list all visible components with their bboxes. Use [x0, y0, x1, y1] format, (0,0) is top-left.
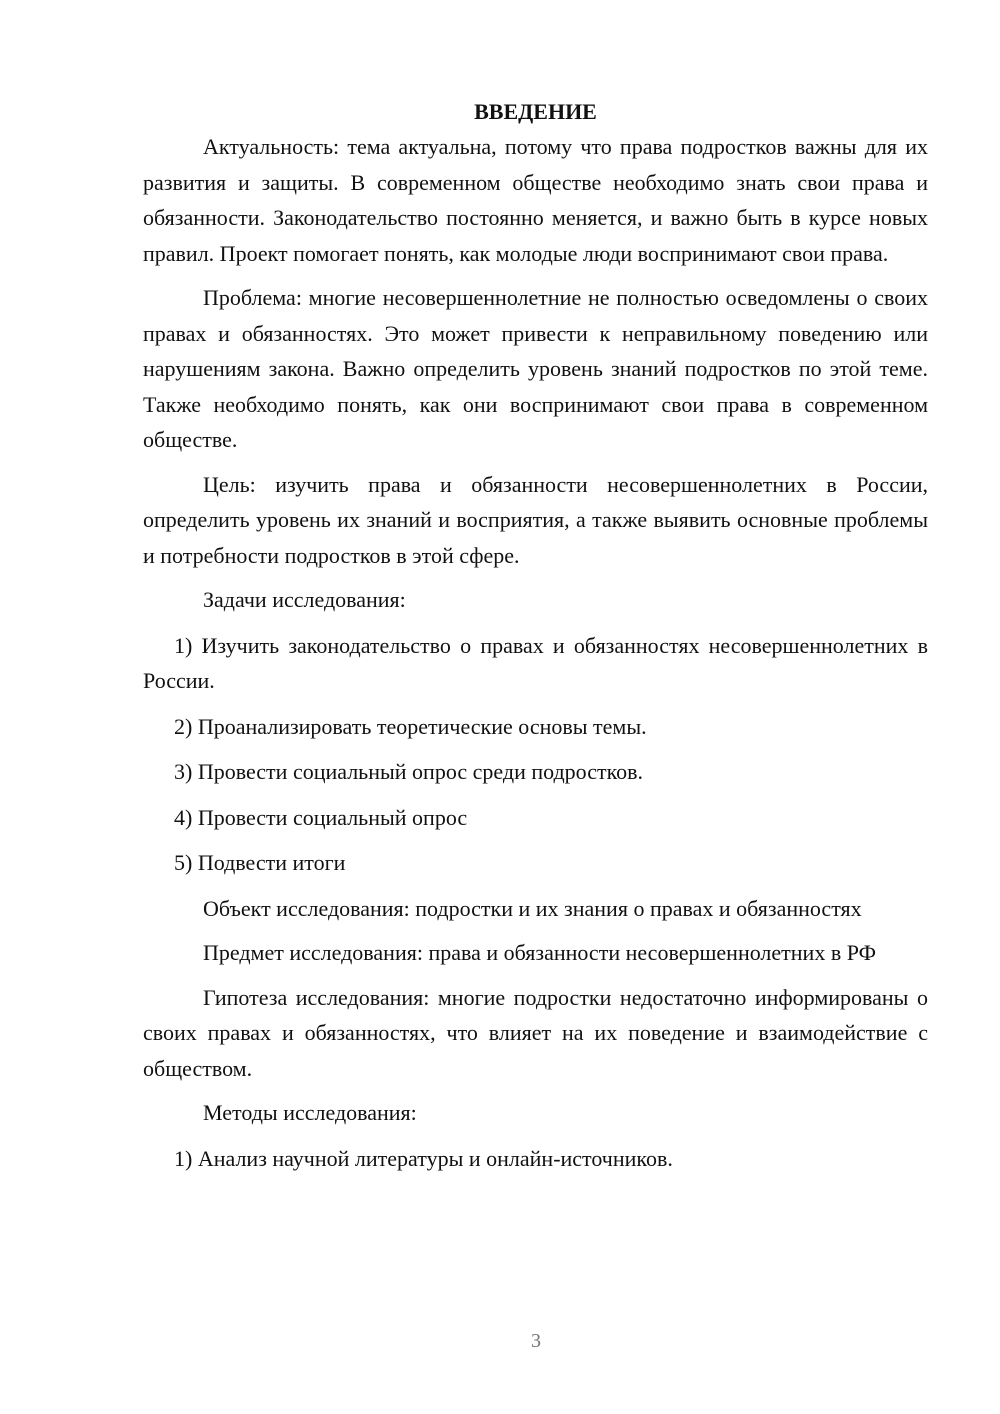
paragraph-goal: Цель: изучить права и обязанности несовершеннолетних в России, определить уровень их знаний и восприятия, а также выявить основные проблемы и потребности подростков в этой сфере.: [143, 471, 928, 568]
paragraph-hypothesis: Гипотеза исследования: многие подростки недостаточно информированы о своих правах и обязанностях, что влияет на их поведение и взаимодействие с обществом.: [143, 984, 928, 1081]
task-item: 1) Изучить законодательство о правах и обязанностях несовершеннолетних в России.: [143, 632, 928, 693]
page-number: 3: [531, 1330, 541, 1352]
tasks-heading: Задачи исследования:: [203, 587, 406, 612]
task-item: 4) Провести социальный опрос: [174, 804, 468, 830]
task-item: 5) Подвести итоги: [174, 850, 346, 875]
task-item: 2) Проанализировать теоретические основы темы.: [174, 713, 647, 739]
section-title: ВВЕДЕНИЕ: [474, 99, 597, 124]
document-body: [143, 94, 928, 1186]
paragraph-problem: Проблема: многие несовершеннолетние не полностью осведомлены о своих правах и обязанностях. Это может привести к неправильному поведению или нарушениям закона. Важно определить уровень знаний подростков по этой теме. Также необходимо понять, как они воспринимают свои права в современном обществе.: [143, 285, 928, 452]
methods-heading: Методы исследования:: [203, 1100, 417, 1125]
paragraph-object: Объект исследования: подростки и их знания о правах и обязанностях: [203, 895, 862, 921]
paragraph-relevance: Актуальность: тема актуальна, потому что права подростков важны для их развития и защиты. В современном обществе необходимо знать свои права и обязанности. Законодательство постоянно меняется, и важно быть в курсе новых правил. Проект помогает понять, как молодые люди воспринимают свои права.: [143, 134, 928, 266]
paragraph-subject: Предмет исследования: права и обязанности несовершеннолетних в РФ: [203, 940, 876, 965]
method-item: 1) Анализ научной литературы и онлайн-источников.: [174, 1145, 673, 1171]
task-item: 3) Провести социальный опрос среди подростков.: [174, 759, 644, 784]
